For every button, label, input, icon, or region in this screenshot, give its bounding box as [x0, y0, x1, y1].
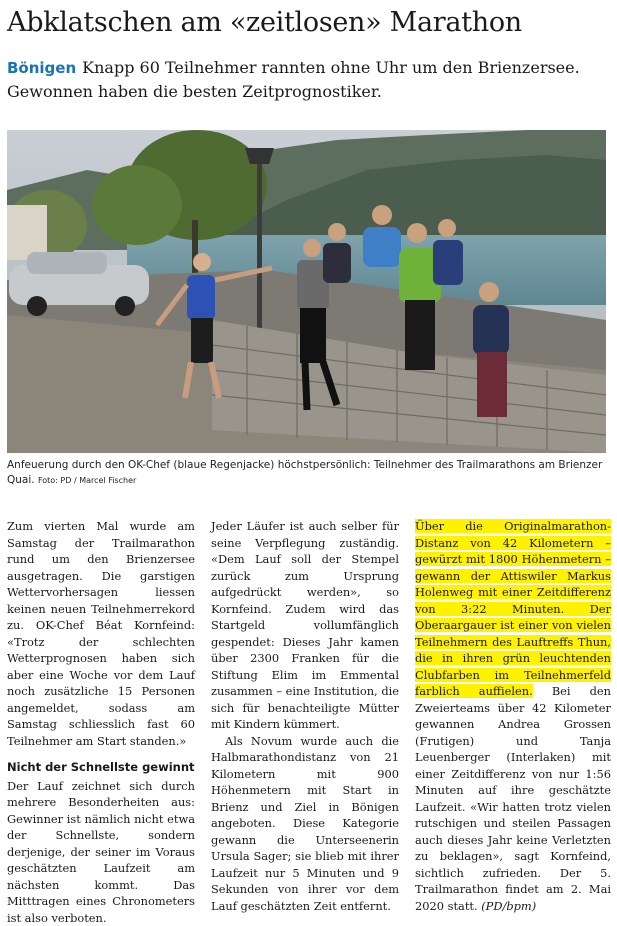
col3-paragraph [415, 518, 611, 914]
lede [7, 56, 607, 104]
photo-credit: Foto: PD / Marcel Fischer [38, 476, 136, 485]
photo-illustration [7, 130, 606, 453]
author-signature: (PD/bpm) [481, 899, 536, 913]
col2-paragraph-1: Jeder Läufer ist auch selber für seine Verpflegung zuständig. «Dem Lauf soll der Stempel zurück zum Ursprung aufgedrückt werden», so Kornfeind. Zudem wird das Startgeld vollumfänglich gespendet: Dieses Jahr kamen über 2300 Franken für die Stiftung Elim im Emmental zusammen – eine Institution, die sich für benachteiligte Mütter mit Kindern kümmert. [211, 518, 399, 733]
headline: Abklatschen am «zeitlosen» Marathon [7, 6, 612, 40]
col2-paragraph-2: Als Novum wurde auch die Halbmarathondistanz von 21 Kilometern mit 900 Höhenmetern mit Start in Brienz und Ziel in Bönigen angeboten. Diese Kategorie gewann die Unterseenerin Ursula Sager; sie blieb mit ihrer Laufzeit nur 5 Minuten und 9 Sekunden von ihrer vor dem Lauf geschätzten Zeit entfernt. [211, 733, 399, 915]
col1-paragraph-2: Der Lauf zeichnet sich durch mehrere Besonderheiten aus: Gewinner ist nämlich nicht etwa der Schnellste, sondern derjenige, der seiner im Voraus geschätzten Laufzeit am nächsten kommt. Das Mitttragen eines Chronometers ist also verboten. [7, 778, 195, 926]
subheading: Nicht der Schnellste gewinnt [7, 759, 195, 776]
col1-paragraph-1: Zum vierten Mal wurde am Samstag der Trailmarathon rund um den Brienzersee ausgetragen. Die garstigen Wettervorhersagen liessen keinen neuen Teilnehmerrekord zu. OK-Chef Béat Kornfeind: «Trotz der schlechten Wetterprognosen haben sich aber eine Woche vor dem Lauf noch zusätzliche 15 Personen angemeldet, sodass am Samstag schliesslich fast 60 Teilnehmer am Start standen.» [7, 518, 195, 749]
column-1 [7, 518, 195, 926]
caption-text: Anfeuerung durch den OK-Chef (blaue Regenjacke) höchstpersönlich: Teilnehmer des Trailmarathons am Brienzer Quai. [7, 459, 602, 486]
highlighted-text: Über die Originalmarathon-Distanz von 42 Kilometern – gewürzt mit 1800 Höhenmetern – gewann der Attiswiler Markus Holenweg mit einer Zeitdifferenz von 3:22 Minuten. Der Oberaargauer ist einer von vielen Teilnehmern des Lauftreffs Thun, die in ihren grün leuchtenden Clubfarben im Teilnehmerfeld farblich auffielen. [415, 519, 611, 698]
column-3 [415, 518, 611, 914]
column-2 [211, 518, 399, 914]
photo-caption [7, 458, 607, 488]
kicker-location: Bönigen [7, 59, 76, 77]
lede-text: Knapp 60 Teilnehmer rannten ohne Uhr um den Brienzersee. Gewonnen haben die besten Zeitprognostiker. [7, 58, 580, 101]
article-photo [7, 130, 606, 453]
col3-rest-text: Bei den Zweierteams über 42 Kilometer gewannen Andrea Grossen (Frutigen) und Tanja Leuenberger (Interlaken) mit einer Zeitdifferenz von nur 1:56 Minuten auf ihre geschätzte Laufzeit. «Wir hatten trotz vielen rutschigen und steilen Passagen auch dieses Jahr keine Verletzten zu beklagen», sagt Kornfeind, sichtlich zufrieden. Der 5. Trailmarathon findet am 2. Mai 2020 statt. [415, 684, 611, 913]
